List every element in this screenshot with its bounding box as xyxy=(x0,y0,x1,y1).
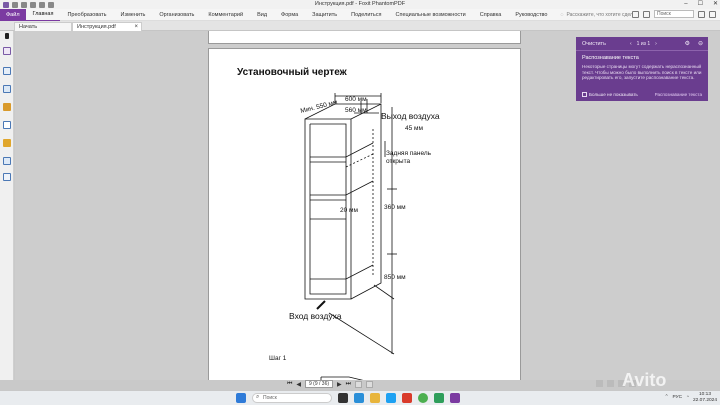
panel-divider xyxy=(576,50,708,51)
next-view-icon[interactable] xyxy=(366,381,373,388)
close-tab-icon[interactable]: × xyxy=(134,24,138,30)
close-icon[interactable]: ✕ xyxy=(712,1,718,7)
ocr-notification-panel xyxy=(576,37,708,101)
tab-start[interactable] xyxy=(14,22,72,31)
menu-comment[interactable]: Комментарий xyxy=(208,11,244,18)
menu-share[interactable]: Поделиться xyxy=(351,11,382,18)
ocr-message: Некоторые страницы могут содержать нераспознанный текст. Чтобы можно было выполнить поиск в тексте или редактировать его, запустите распознавание текста. xyxy=(582,64,702,81)
settings-icon[interactable]: ⚙ xyxy=(684,41,690,47)
clock-date: 22.07.2024 xyxy=(692,397,717,403)
page-heading: Установочный чертеж xyxy=(237,67,347,78)
ribbon-right-tools xyxy=(632,10,716,18)
file-explorer-icon[interactable] xyxy=(370,393,380,403)
menu-form[interactable]: Форма xyxy=(281,11,299,18)
next-page-icon[interactable]: ▶ xyxy=(337,381,342,388)
menu-organize[interactable]: Организовать xyxy=(159,11,195,18)
pdf-page xyxy=(208,48,521,380)
collapse-panel-icon[interactable]: ⊖ xyxy=(697,41,703,47)
search-next-icon[interactable] xyxy=(698,11,705,18)
tab-start-label: Начать xyxy=(19,24,38,30)
search-options-icon[interactable] xyxy=(709,11,716,18)
security-icon[interactable] xyxy=(3,139,11,147)
chrome-icon[interactable] xyxy=(418,393,428,403)
language-indicator[interactable]: РУС xyxy=(672,395,683,400)
tray-expand-icon[interactable]: ⌃ xyxy=(664,395,669,400)
page-navigation xyxy=(287,380,373,388)
menu-view[interactable]: Вид xyxy=(257,11,268,18)
taskbar-search[interactable]: ⌕ Поиск xyxy=(252,393,332,403)
dont-show-again-label: Больше не показывать xyxy=(589,92,638,97)
single-page-icon[interactable] xyxy=(596,380,603,387)
dim-20: 20 мм xyxy=(340,207,358,214)
foxit-taskbar-icon[interactable] xyxy=(402,393,412,403)
content-icon[interactable] xyxy=(3,157,11,165)
dim-850: 850 мм xyxy=(384,274,406,281)
search-input[interactable]: Поиск xyxy=(654,10,694,18)
dim-360: 360 мм xyxy=(384,204,406,211)
bookmarks-icon[interactable] xyxy=(3,47,11,55)
back-panel-label: Задняя панель xyxy=(386,150,432,157)
edge-icon[interactable] xyxy=(354,393,364,403)
clock-time: 10:13 xyxy=(698,392,711,397)
system-tray xyxy=(664,392,717,403)
notification-counter: 1 из 1 xyxy=(636,41,651,47)
prev-view-icon[interactable] xyxy=(355,381,362,388)
signatures-icon[interactable] xyxy=(3,173,11,181)
lightbulb-icon: ◌ xyxy=(560,11,564,18)
run-ocr-link[interactable]: Распознавание текста xyxy=(654,92,702,97)
back-panel-label-2: открыта xyxy=(386,158,411,165)
menu-convert[interactable]: Преобразовать xyxy=(67,11,107,18)
air-outlet-label: Выход воздуха xyxy=(381,111,440,121)
attachments-icon[interactable] xyxy=(3,121,11,129)
navigation-sidebar xyxy=(0,31,14,380)
page-number-input[interactable]: 9 (9 / 36) xyxy=(305,380,333,388)
menu-guide[interactable]: Руководство xyxy=(515,11,548,18)
menu-edit[interactable]: Изменить xyxy=(120,11,146,18)
window-title: Инструкция.pdf - Foxit PhantomPDF xyxy=(314,1,406,7)
menu-protect[interactable]: Защитить xyxy=(312,11,338,18)
layers-icon[interactable] xyxy=(3,85,11,93)
network-icon[interactable]: ◔ xyxy=(686,395,689,400)
avito-watermark: Avito xyxy=(622,370,667,390)
tab-document[interactable] xyxy=(72,22,142,31)
tell-me-text: Расскажите, что хотите сдел xyxy=(566,11,633,18)
ribbon-menu xyxy=(0,9,720,21)
telegram-icon[interactable] xyxy=(386,393,396,403)
first-page-icon[interactable]: ⏮ xyxy=(287,380,293,387)
checkbox-box-icon[interactable] xyxy=(582,92,587,97)
installation-drawing xyxy=(209,49,522,380)
prev-page-icon[interactable]: ◀ xyxy=(296,381,302,388)
minimize-icon[interactable]: – xyxy=(684,1,688,7)
whatsapp-icon[interactable] xyxy=(434,393,444,403)
air-inlet-label: Вход воздуха xyxy=(289,311,342,321)
continuous-page-icon[interactable] xyxy=(607,380,614,387)
panel-tools xyxy=(685,40,703,47)
panel-pager xyxy=(630,41,657,47)
page-thumbnails-icon[interactable] xyxy=(3,67,11,75)
taskbar-apps xyxy=(236,393,460,403)
dim-min-550: Мин. 550 мм xyxy=(299,98,339,115)
phantompdf-icon[interactable] xyxy=(450,393,460,403)
tab-document-label: Инструкция.pdf xyxy=(77,24,116,30)
file-menu[interactable]: Файл xyxy=(0,9,26,21)
clock[interactable] xyxy=(693,392,717,403)
comments-icon[interactable] xyxy=(3,103,11,111)
dim-600: 600 мм xyxy=(345,96,367,103)
dim-45: 45 мм xyxy=(405,125,423,132)
task-view-icon[interactable] xyxy=(338,393,348,403)
next-notification-icon[interactable]: › xyxy=(655,41,657,47)
dont-show-again-checkbox[interactable] xyxy=(582,92,638,97)
previous-page xyxy=(208,31,521,44)
menu-accessibility[interactable]: Специальные возможности xyxy=(395,11,466,18)
settings-icon[interactable] xyxy=(632,11,639,18)
last-page-icon[interactable]: ⏭ xyxy=(345,380,352,387)
clear-button[interactable]: Очистить xyxy=(582,41,606,47)
tell-me-box[interactable] xyxy=(560,12,633,18)
menu-help[interactable]: Справка xyxy=(479,11,502,18)
menu-home[interactable]: Главная xyxy=(26,8,61,21)
windows-taskbar xyxy=(0,390,720,405)
maximize-icon[interactable]: ☐ xyxy=(697,1,703,7)
step-1-label: Шаг 1 xyxy=(269,355,287,362)
sidebar-collapse-icon[interactable] xyxy=(5,33,9,39)
prev-notification-icon[interactable]: ‹ xyxy=(630,41,632,47)
start-icon[interactable] xyxy=(236,393,246,403)
document-tabs xyxy=(0,21,720,31)
dim-560: 560 мм xyxy=(345,107,367,114)
window-controls xyxy=(684,0,718,9)
ocr-title: Распознавание текста xyxy=(582,55,639,61)
ribbon-toggle-icon[interactable] xyxy=(643,11,650,18)
